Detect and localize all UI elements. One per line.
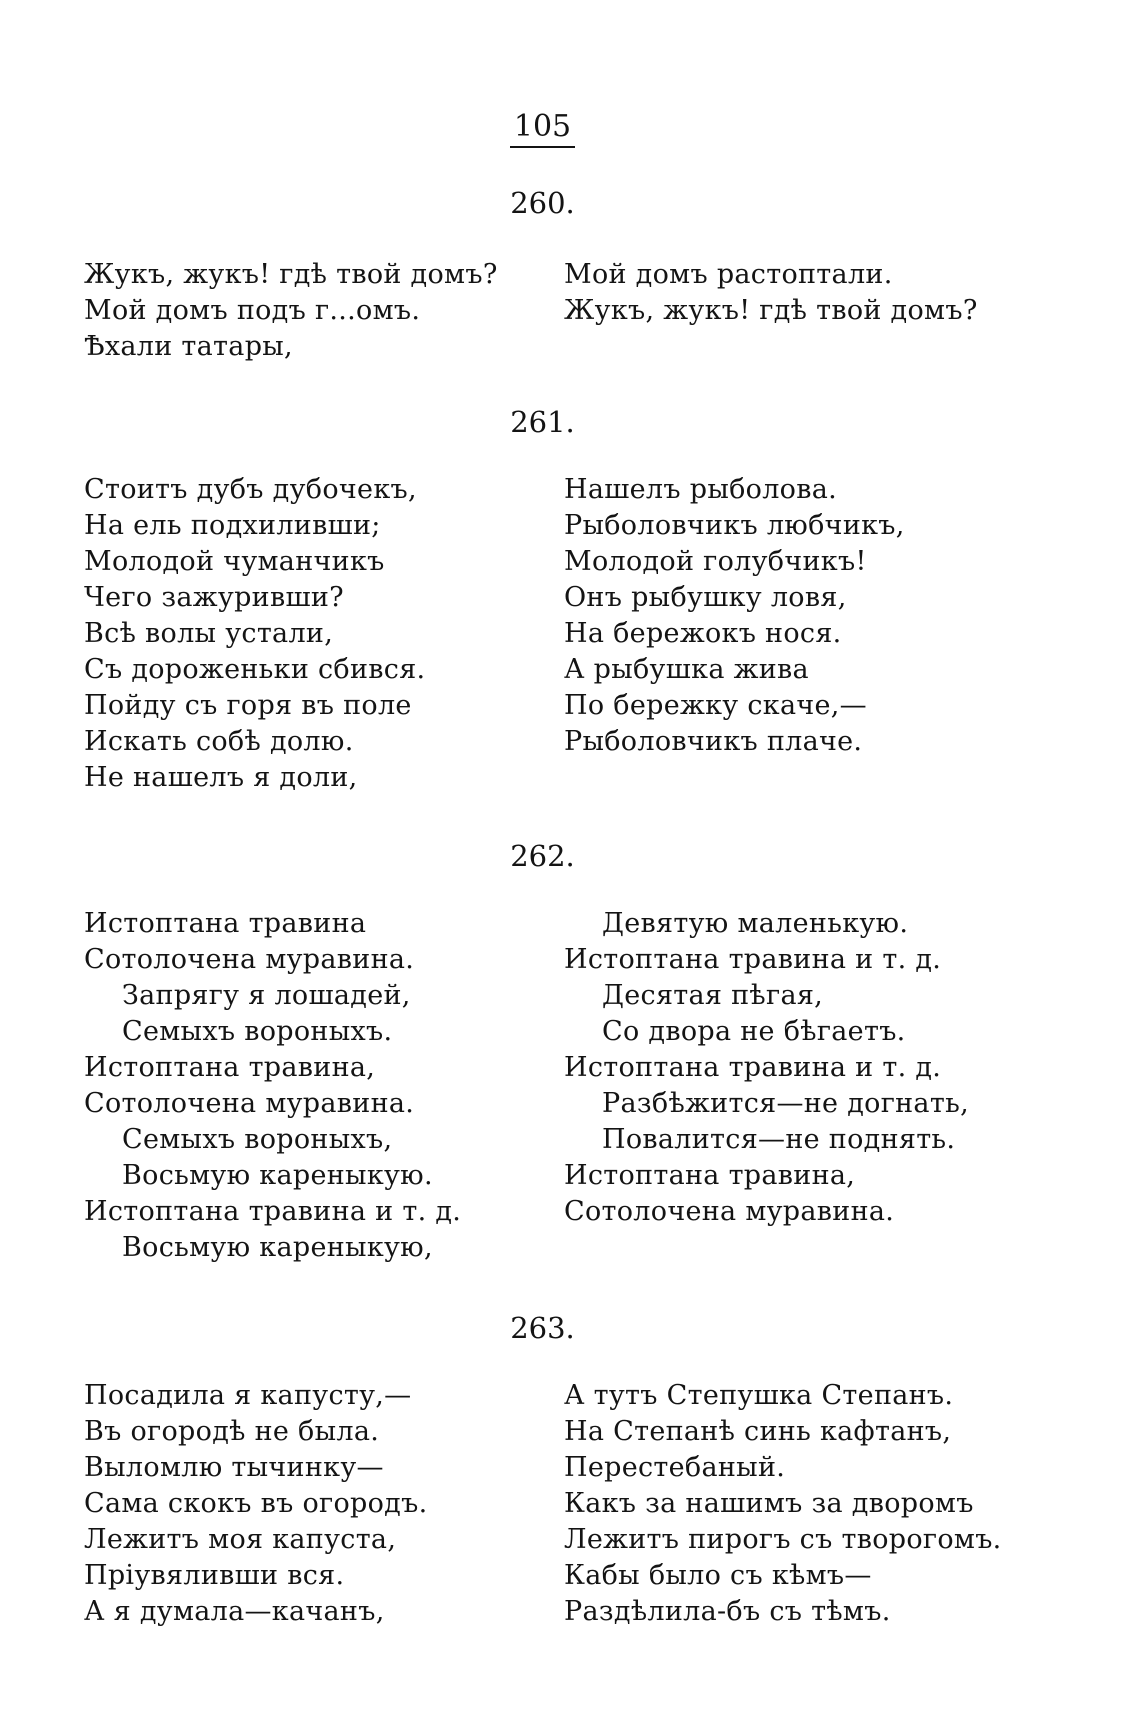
- verse-line: Пріувяливши вся.: [84, 1560, 345, 1591]
- left-column: [84, 257, 498, 365]
- verse-line: Въ огородѣ не была.: [84, 1416, 380, 1447]
- verse-line: Кабы было съ кѣмъ—: [564, 1560, 872, 1591]
- verse-line: Истоптана травина,: [84, 1052, 376, 1083]
- verse-line: Рыболовчикъ плаче.: [564, 726, 863, 757]
- verse-line: Раздѣлила-бъ съ тѣмъ.: [564, 1596, 891, 1627]
- verse-line: Онъ рыбушку ловя,: [564, 582, 847, 613]
- verse-line: Разбѣжится—не догнать,: [602, 1088, 969, 1119]
- verse-line: Посадила я капусту,—: [84, 1380, 412, 1411]
- verse-line: Перестебаный.: [564, 1452, 786, 1483]
- right-column: [564, 257, 978, 329]
- left-column: [84, 906, 461, 1266]
- verse-line: Сотолочена муравина.: [564, 1196, 895, 1227]
- section-number: 262.: [510, 839, 575, 873]
- section-number: 260.: [510, 186, 575, 220]
- verse-line: Какъ за нашимъ за дворомъ: [564, 1488, 974, 1519]
- verse-line: А тутъ Степушка Степанъ.: [564, 1380, 954, 1411]
- verse-line: По бережку скаче,—: [564, 690, 867, 721]
- section-number: 263.: [510, 1311, 575, 1345]
- verse-line: Выломлю тычинку—: [84, 1452, 384, 1483]
- verse-line: Семыхъ вороныхъ,: [122, 1124, 393, 1155]
- left-column: [84, 1378, 427, 1630]
- verse-line: Истоптана травина и т. д.: [564, 944, 942, 975]
- verse-line: Чего зажуривши?: [84, 582, 344, 613]
- verse-line: Семыхъ вороныхъ.: [122, 1016, 393, 1047]
- verse-line: Стоитъ дубъ дубочекъ,: [84, 474, 417, 505]
- verse-line: Истоптана травина и т. д.: [84, 1196, 462, 1227]
- verse-line: На Степанѣ синь кафтанъ,: [564, 1416, 952, 1447]
- verse-line: Девятую маленькую.: [602, 908, 909, 939]
- verse-line: А рыбушка жива: [564, 654, 809, 685]
- verse-line: Истоптана травина,: [564, 1160, 856, 1191]
- verse-line: Всѣ волы устали,: [84, 618, 334, 649]
- page-number: 105: [0, 108, 1085, 146]
- verse-line: Не нашелъ я доли,: [84, 762, 358, 793]
- left-column: [84, 472, 425, 796]
- verse-line: Лежитъ моя капуста,: [84, 1524, 397, 1555]
- verse-line: Рыболовчикъ любчикъ,: [564, 510, 905, 541]
- verse-line: Искать собѣ долю.: [84, 726, 354, 757]
- verse-line: Сотолочена муравина.: [84, 1088, 415, 1119]
- verse-line: А я думала—качанъ,: [84, 1596, 385, 1627]
- verse-line: На бережокъ нося.: [564, 618, 842, 649]
- verse-line: Сама скокъ въ огородъ.: [84, 1488, 428, 1519]
- verse-line: Съ дороженьки сбився.: [84, 654, 426, 685]
- verse-line: Со двора не бѣгаетъ.: [602, 1016, 906, 1047]
- verse-line: Ѣхали татары,: [84, 331, 293, 362]
- verse-line: Молодой голубчикъ!: [564, 546, 867, 577]
- verse-line: Лежитъ пирогъ съ творогомъ.: [564, 1524, 1002, 1555]
- right-column: [564, 1378, 1002, 1630]
- verse-line: Сотолочена муравина.: [84, 944, 415, 975]
- verse-line: Мой домъ подъ г...омъ.: [84, 295, 421, 326]
- verse-line: Восьмую кареныкую,: [122, 1232, 433, 1263]
- right-column: [564, 472, 905, 760]
- section-number: 261.: [510, 405, 575, 439]
- verse-line: Молодой чуманчикъ: [84, 546, 385, 577]
- verse-line: Нашелъ рыболова.: [564, 474, 838, 505]
- verse-line: Пойду съ горя въ поле: [84, 690, 412, 721]
- verse-line: Восьмую кареныкую.: [122, 1160, 433, 1191]
- right-column: [564, 906, 969, 1230]
- verse-line: Жукъ, жукъ! гдѣ твой домъ?: [564, 295, 978, 326]
- verse-line: Мой домъ растоптали.: [564, 259, 893, 290]
- verse-line: Истоптана травина: [84, 908, 367, 939]
- verse-line: Жукъ, жукъ! гдѣ твой домъ?: [84, 259, 498, 290]
- verse-line: Запрягу я лошадей,: [122, 980, 411, 1011]
- verse-line: Повалится—не поднять.: [602, 1124, 956, 1155]
- verse-line: Истоптана травина и т. д.: [564, 1052, 942, 1083]
- verse-line: На ель подхиливши;: [84, 510, 381, 541]
- verse-line: Десятая пѣгая,: [602, 980, 824, 1011]
